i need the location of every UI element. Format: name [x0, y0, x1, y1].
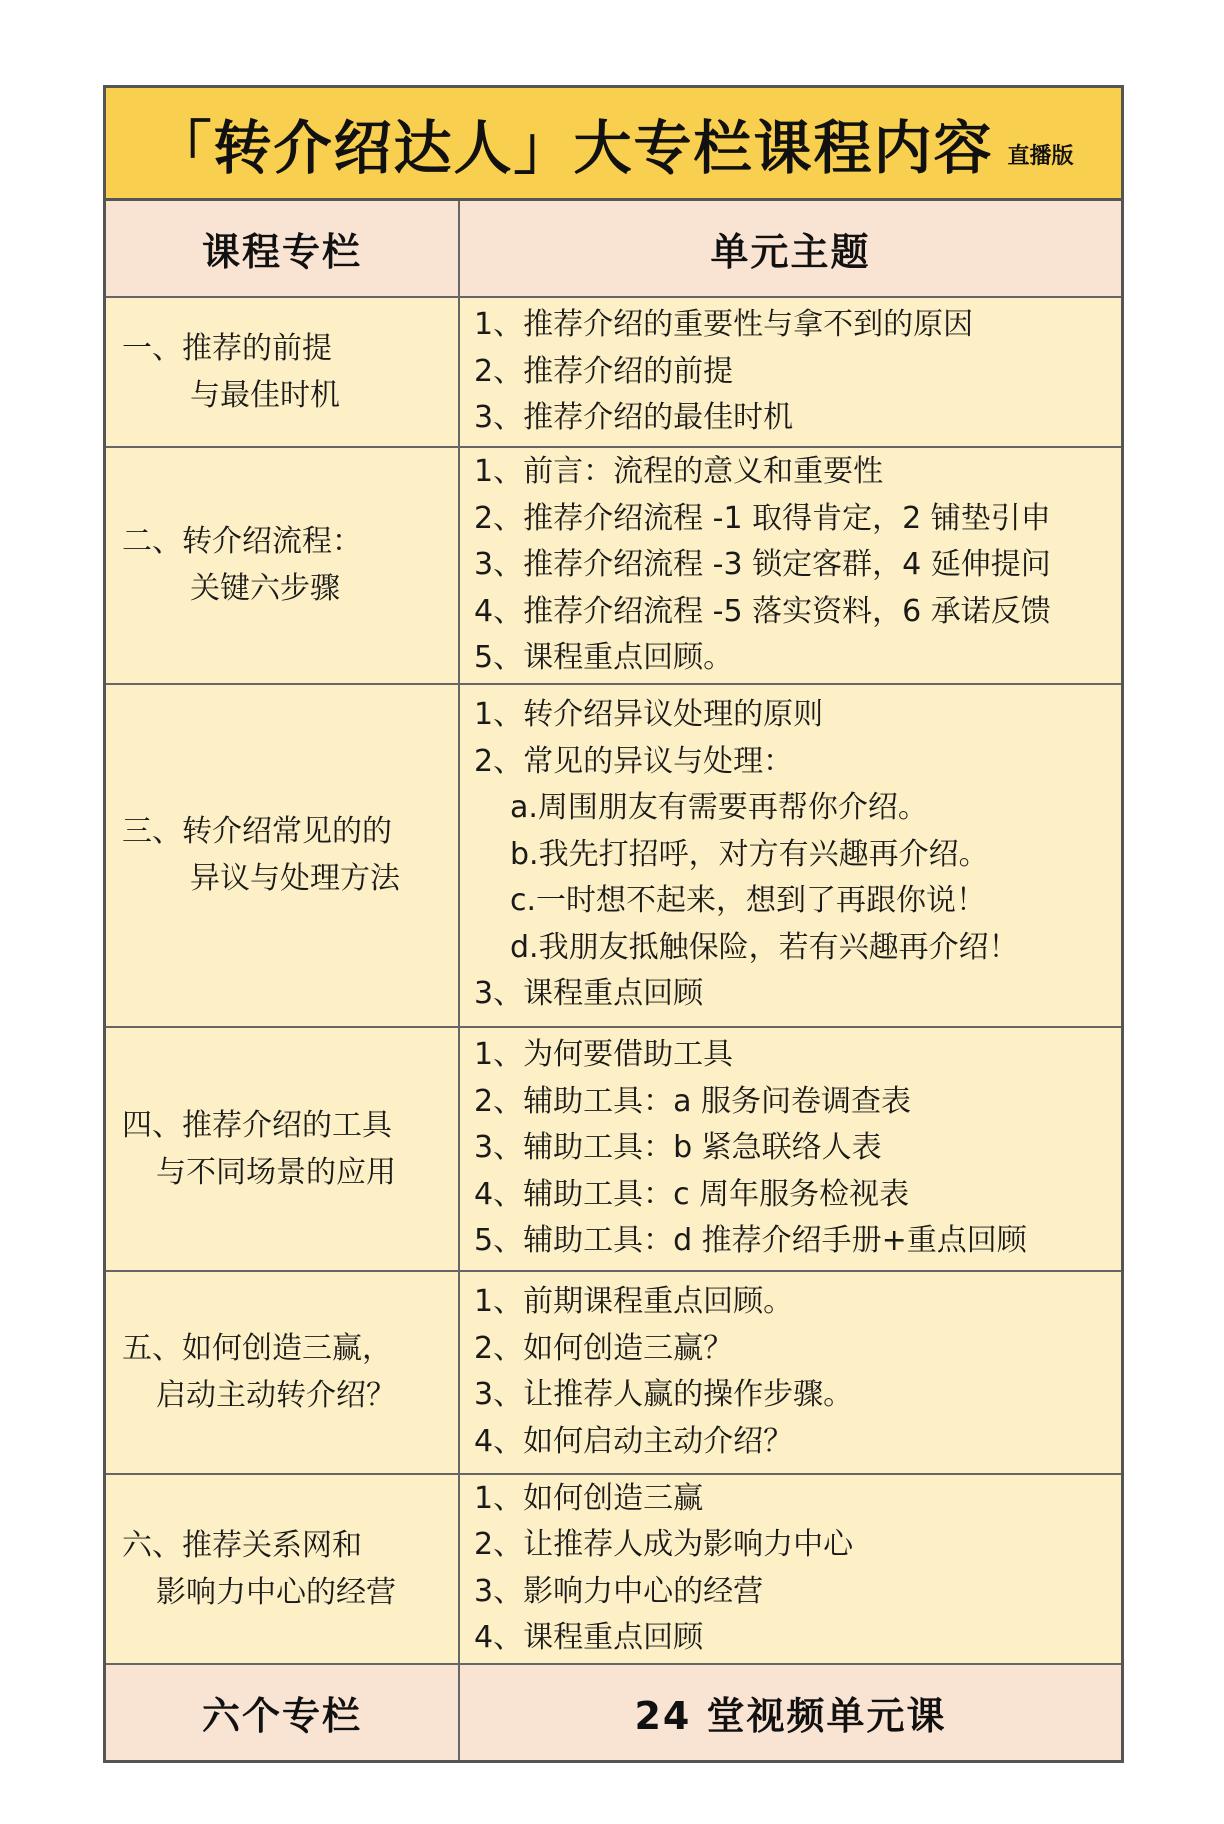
- table-footer-row: [106, 1664, 1121, 1760]
- course-table-sheet: [103, 85, 1124, 1763]
- topic-subitem: b.我先打招呼，对方有兴趣再介绍。: [510, 836, 989, 872]
- topic-item: 4、课程重点回顾: [474, 1620, 704, 1655]
- table-row: [106, 1271, 1121, 1474]
- topic-item: 2、常见的异议与处理：: [474, 743, 794, 779]
- topic-item: 4、辅助工具：c 周年服务检视表: [474, 1176, 910, 1212]
- header-topic-column: 单元主题: [459, 201, 1121, 297]
- topic-list-cell: [459, 1271, 1121, 1474]
- topic-item: 3、课程重点回顾: [474, 976, 704, 1012]
- section-name-line1: 三、转介绍常见的的: [122, 814, 392, 849]
- topic-item: 3、推荐介绍流程 -3 锁定客群，4 延伸提问: [474, 547, 1051, 582]
- header-course-column: 课程专栏: [106, 201, 459, 297]
- topic-item: 2、推荐介绍的前提: [474, 353, 734, 389]
- section-name-line2: 与不同场景的应用: [156, 1154, 396, 1190]
- section-name-cell: [106, 447, 459, 684]
- section-name-line1: 四、推荐介绍的工具: [122, 1107, 392, 1143]
- topic-item: 3、推荐介绍的最佳时机: [474, 400, 794, 436]
- section-name-line1: 二、转介绍流程：: [122, 524, 362, 560]
- topic-item: 2、如何创造三赢？: [474, 1330, 734, 1366]
- section-name-line2: 关键六步骤: [190, 571, 340, 607]
- topic-list-cell: [459, 447, 1121, 684]
- section-name-cell: [106, 1027, 459, 1271]
- topic-subitem: a.周围朋友有需要再帮你介绍。: [510, 790, 928, 826]
- topic-list-cell: [459, 1027, 1121, 1271]
- footer-lesson-count: 24 堂视频单元课: [459, 1664, 1121, 1760]
- section-name-line2: 影响力中心的经营: [156, 1574, 396, 1610]
- topic-item: 5、辅助工具：d 推荐介绍手册+重点回顾: [474, 1223, 1027, 1259]
- table-row: [106, 297, 1121, 447]
- topic-list-cell: [459, 297, 1121, 447]
- topic-item: 1、转介绍异议处理的原则: [474, 697, 824, 733]
- topic-item: 3、让推荐人赢的操作步骤。: [474, 1377, 854, 1412]
- topic-list-cell: [459, 1474, 1121, 1664]
- section-name-cell: [106, 297, 459, 447]
- topic-item: 1、为何要借助工具: [474, 1037, 734, 1073]
- course-table: [106, 201, 1121, 1760]
- topic-item: 5、课程重点回顾。: [474, 640, 734, 675]
- page-title: 「转介绍达人」大专栏课程内容: [153, 114, 994, 182]
- section-name-line1: 六、推荐关系网和: [122, 1527, 362, 1563]
- section-name-cell: [106, 684, 459, 1027]
- topic-item: 2、推荐介绍流程 -1 取得肯定，2 铺垫引申: [474, 500, 1051, 536]
- topic-subitem: c.一时想不起来，想到了再跟你说！: [510, 883, 987, 919]
- topic-item: 4、如何启动主动介绍？: [474, 1423, 794, 1459]
- topic-item: 4、推荐介绍流程 -5 落实资料，6 承诺反馈: [474, 593, 1051, 629]
- section-name-line2: 异议与处理方法: [190, 861, 400, 896]
- topic-item: 1、推荐介绍的重要性与拿不到的原因: [474, 307, 974, 343]
- topic-item: 2、辅助工具：a 服务问卷调查表: [474, 1083, 912, 1119]
- table-row: [106, 1474, 1121, 1664]
- topic-item: 3、影响力中心的经营: [474, 1573, 764, 1609]
- table-row: [106, 1027, 1121, 1271]
- table-header-row: [106, 201, 1121, 297]
- section-name-line1: 一、推荐的前提: [122, 331, 332, 366]
- topic-item: 1、前言：流程的意义和重要性: [474, 454, 884, 489]
- topic-item: 1、前期课程重点回顾。: [474, 1284, 794, 1319]
- topic-item: 1、如何创造三赢: [474, 1480, 704, 1516]
- table-row: [106, 447, 1121, 684]
- edition-badge: 直播版: [1007, 143, 1074, 169]
- topic-subitem: d.我朋友抵触保险，若有兴趣再介绍！: [510, 929, 1019, 965]
- section-name-line2: 与最佳时机: [190, 378, 340, 413]
- section-name-line2: 启动主动转介绍？: [156, 1378, 396, 1413]
- title-bar: [106, 88, 1121, 201]
- section-name-line1: 五、如何创造三赢，: [122, 1331, 392, 1366]
- table-row: [106, 684, 1121, 1027]
- topic-list-cell: [459, 684, 1121, 1027]
- section-name-cell: [106, 1474, 459, 1664]
- section-name-cell: [106, 1271, 459, 1474]
- topic-item: 3、辅助工具：b 紧急联络人表: [474, 1130, 882, 1166]
- footer-column-count: 六个专栏: [106, 1664, 459, 1760]
- topic-item: 2、让推荐人成为影响力中心: [474, 1527, 854, 1562]
